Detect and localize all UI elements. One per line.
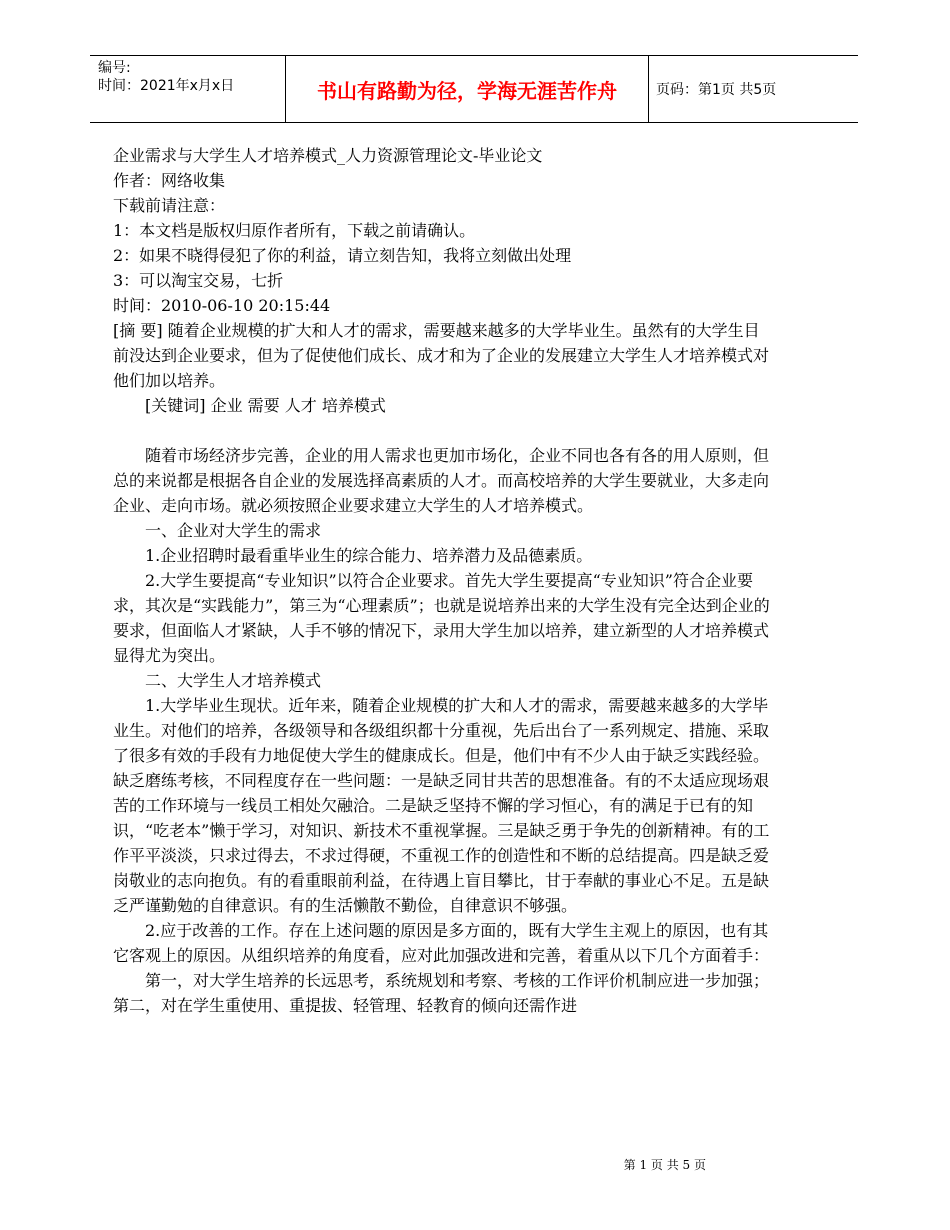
document-title: 企业需求与大学生人才培养模式_人力资源管理论文-毕业论文 [113,146,543,165]
paragraph: 第一，对大学生培养的长远思考，系统规划和考察、考核的工作评价机制应进一步加强；第二，对在学生重使用、重提拔、轻管理、轻教育的倾向还需作进 [113,971,770,1015]
notice-item: 3：可以淘宝交易，七折 [113,271,284,290]
keywords: [关键词] 企业 需要 人才 培养模式 [145,396,386,415]
section-heading: 一、企业对大学生的需求 [145,521,322,540]
header-meta [90,56,285,122]
header-page-info: 页码：第1页 共5页 [656,82,777,98]
document-number-label: 编号: [98,60,131,76]
page-header [90,55,858,123]
footer-page-number: 第 1 页 共 5 页 [623,1158,706,1172]
document-body [113,143,773,1018]
paragraph: 1.企业招聘时最看重毕业生的综合能力、培养潜力及品德素质。 [145,546,593,565]
notice-item: 1：本文档是版权归原作者所有，下载之前请确认。 [113,221,476,240]
page-footer [0,1157,950,1173]
blank-line [113,418,773,443]
document-time: 时间：2010-06-10 20:15:44 [113,296,331,315]
document-time-label: 时间：2021年x月x日 [98,78,235,94]
paragraph: 2.应于改善的工作。存在上述问题的原因是多方面的，既有大学生主观上的原因，也有其它客观上的原因。从组织培养的角度看，应对此加强改进和完善，着重从以下几个方面着手： [113,921,770,965]
header-motto: 书山有路勤为径，学海无涯苦作舟 [285,56,649,122]
paragraph: 随着市场经济步完善，企业的用人需求也更加市场化，企业不同也各有各的用人原则，但总的来说都是根据各自企业的发展选择高素质的人才。而高校培养的大学生要就业，大多走向企业、走向市场。就必须按照企业要求建立大学生的人才培养模式。 [113,446,770,515]
document-author: 作者：网络收集 [113,171,226,190]
paragraph: 2.大学生要提高“专业知识”以符合企业要求。首先大学生要提高“专业知识”符合企业要求，其次是“实践能力”，第三为“心理素质”；也就是说培养出来的大学生没有完全达到企业的要求，但面临人才紧缺，人手不够的情况下，录用大学生加以培养，建立新型的人才培养模式显得尤为突出。 [113,571,770,665]
paragraph: 1.大学毕业生现状。近年来，随着企业规模的扩大和人才的需求，需要越来越多的大学毕业生。对他们的培养，各级领导和各级组织都十分重视，先后出台了一系列规定、措施、采取了很多有效的手段有力地促使大学生的健康成长。但是，他们中有不少人由于缺乏实践经验。缺乏磨练考核，不同程度存在一些问题：一是缺乏同甘共苦的思想准备。有的不太适应现场艰苦的工作环境与一线员工相处欠融洽。二是缺乏坚持不懈的学习恒心，有的满足于已有的知识，“吃老本”懒于学习，对知识、新技术不重视掌握。三是缺乏勇于争先的创新精神。有的工作平平淡淡，只求过得去，不求过得硬，不重视工作的创造性和不断的总结提高。四是缺乏爱岗敬业的志向抱负。有的看重眼前利益，在待遇上盲目攀比，甘于奉献的事业心不足。五是缺乏严谨勤勉的自律意识。有的生活懒散不勤俭，自律意识不够强。 [113,696,770,915]
notice-item: 2：如果不晓得侵犯了你的利益，请立刻告知，我将立刻做出处理 [113,246,572,265]
notice-title: 下载前请注意： [113,196,226,215]
section-heading: 二、大学生人才培养模式 [145,671,322,690]
abstract: [摘 要] 随着企业规模的扩大和人才的需求，需要越来越多的大学毕业生。虽然有的大学生目前没达到企业要求，但为了促使他们成长、成才和为了企业的发展建立大学生人才培养模式对他们加以培养。 [113,321,770,390]
